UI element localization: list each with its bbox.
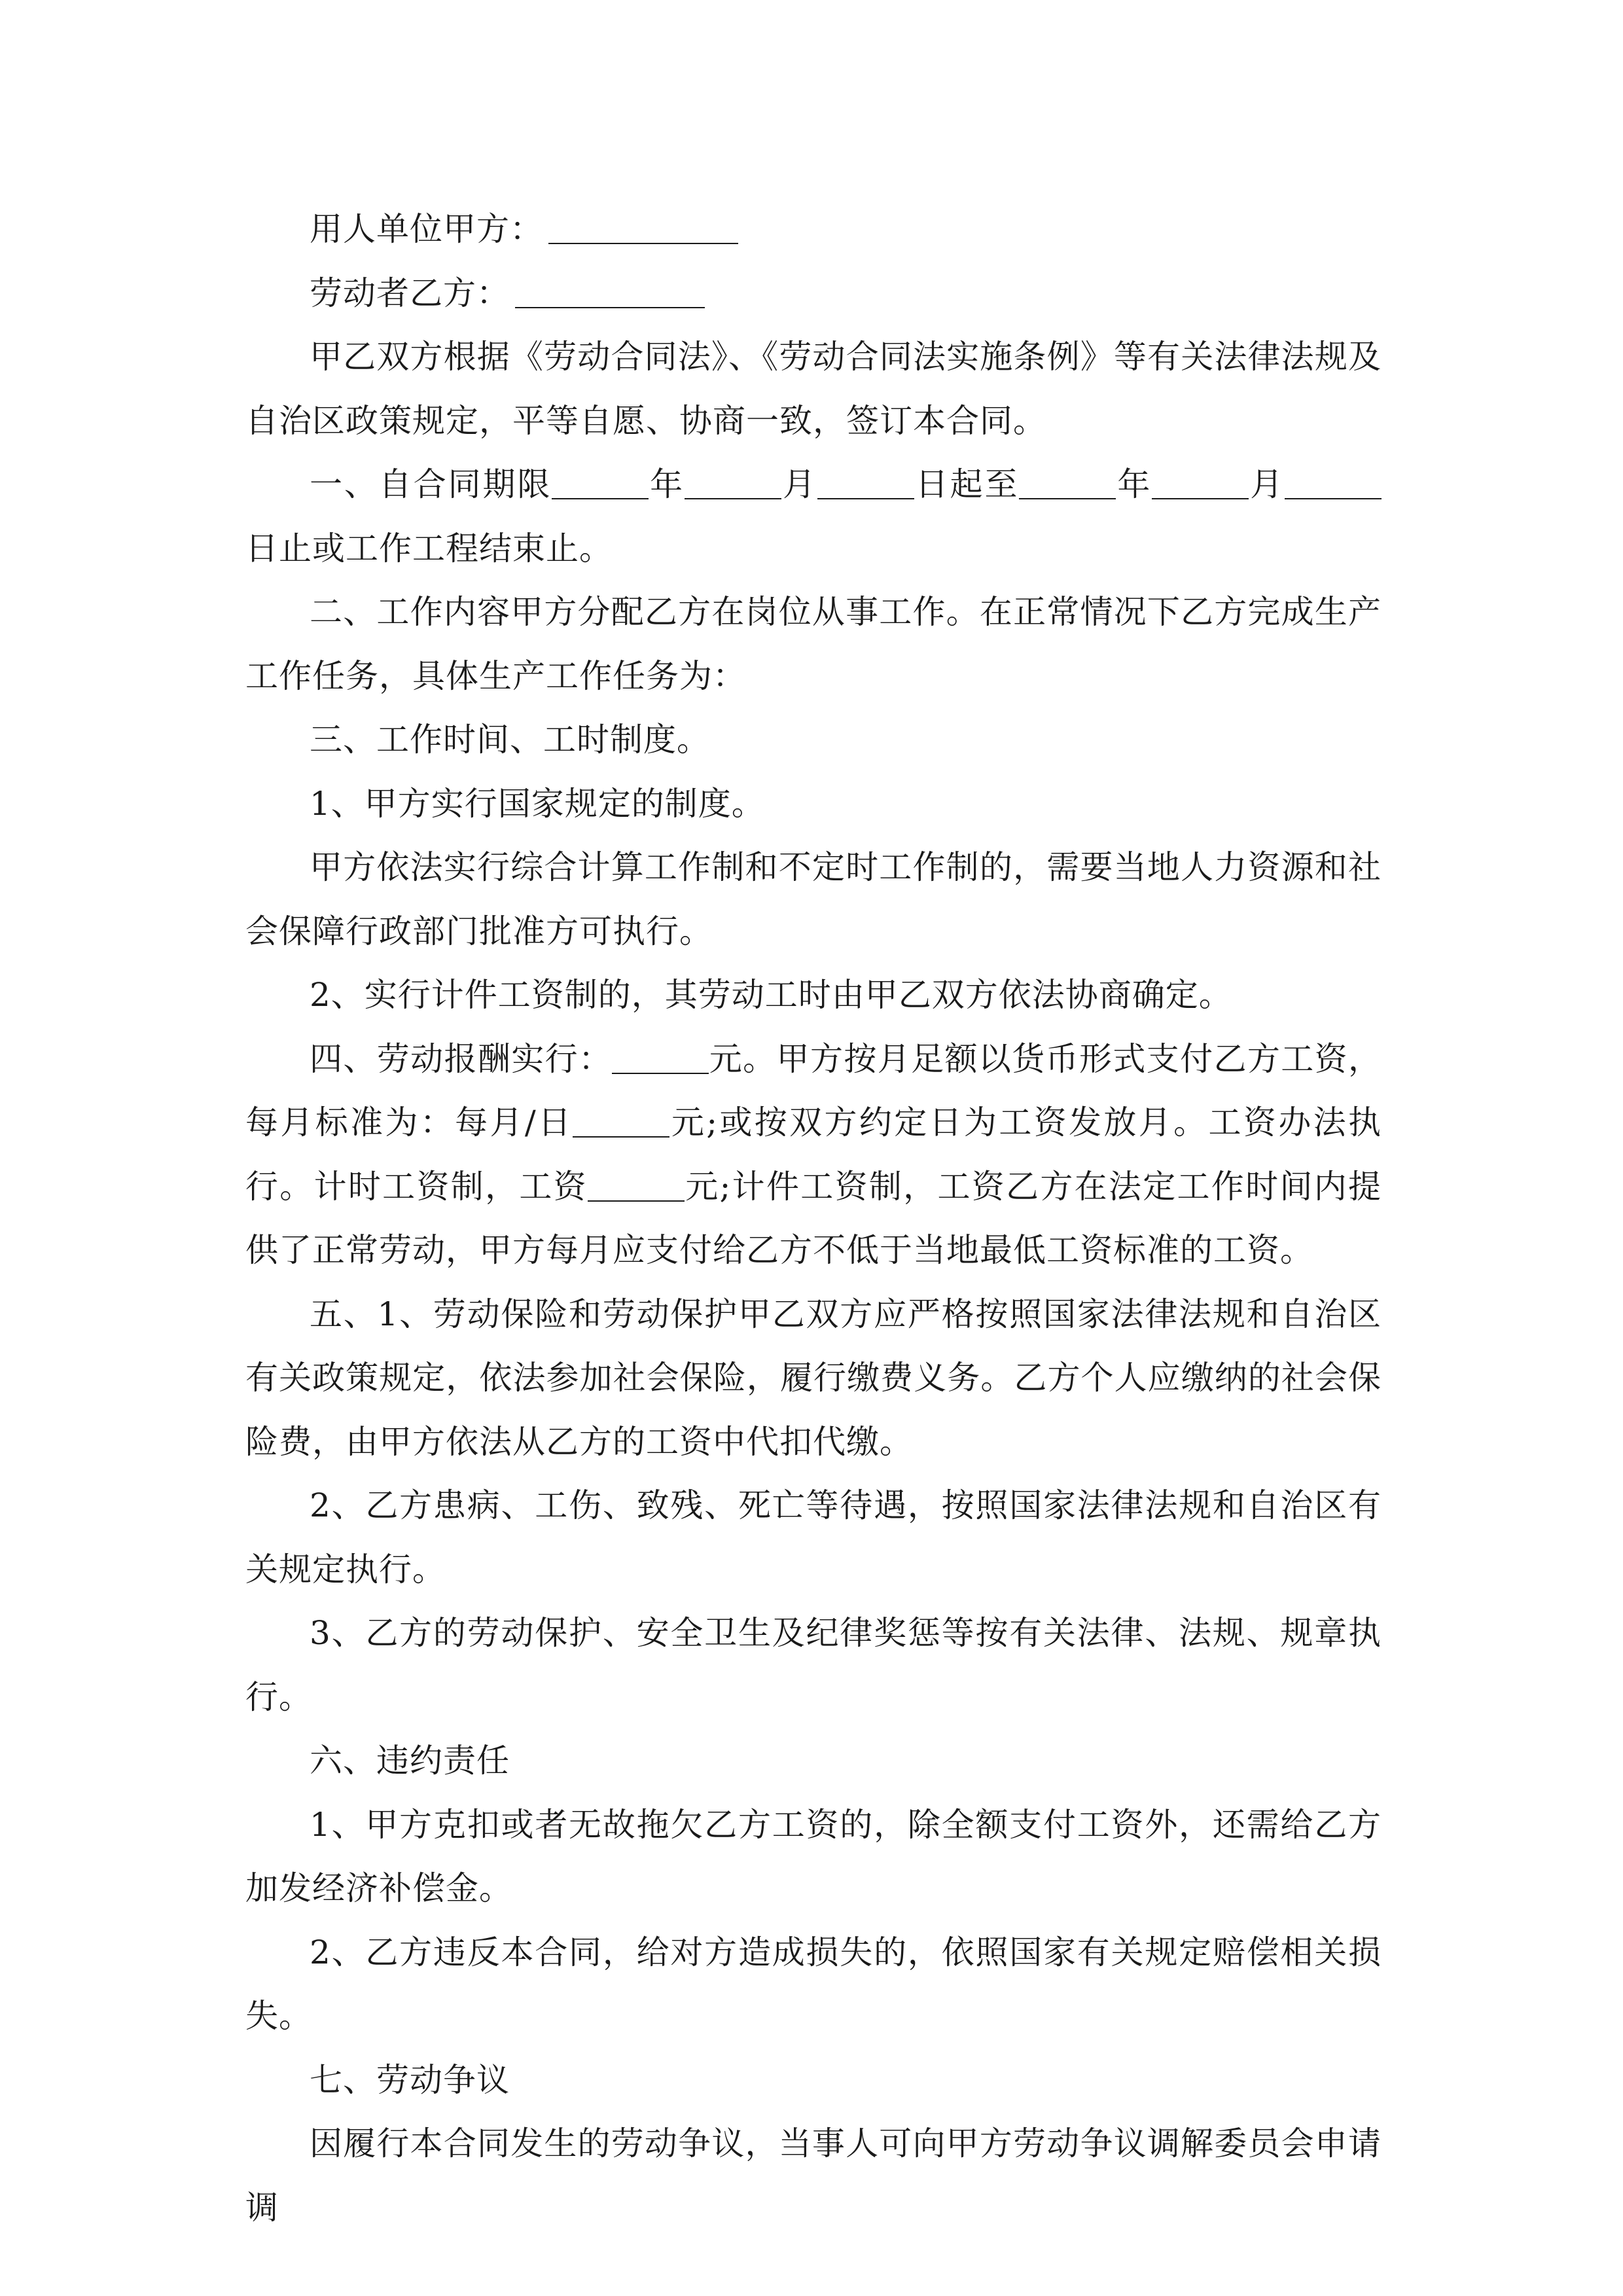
term-text-2: 年 [649,465,685,503]
pay-text-3: 元;或按双方约定日为工资发放月。工资办法执行。计时工资制，工资 [245,1103,1382,1206]
term-start-day-blank[interactable] [817,465,914,499]
work-time-note: 甲方依法实行综合计算工作制和不定时工作制的，需要当地人力资源和社会保障行政部门批准方可执行。 [245,848,1382,950]
work-time-item-2: 2、实行计件工资制的，其劳动工时由甲乙双方依法协商确定。 [310,976,1232,1014]
party-a-label: 用人单位甲方： [310,210,543,248]
work-time-item-1: 1、甲方实行国家规定的制度。 [310,784,765,823]
party-a-line [245,198,1382,262]
work-time-heading: 三、工作时间、工时制度。 [310,721,710,759]
term-start-month-blank[interactable] [685,465,781,499]
insurance-item-2: 2、乙方患病、工伤、致残、死亡等待遇，按照国家法律法规和自治区有关规定执行。 [245,1486,1382,1588]
term-text-3: 月 [781,465,817,503]
term-text-5: 年 [1116,465,1152,503]
pay-text-4: 元;计件工资制，工资乙方在法定工作时间内提供了正常劳动，甲方每月应支付给乙方不低于当地最低工资标准的工资。 [245,1167,1382,1269]
work-content-paragraph: 二、工作内容甲方分配乙方在岗位从事工作。在正常情况下乙方完成生产工作任务，具体生产工作任务为： [245,593,1382,695]
liability-item-1: 1、甲方克扣或者无故拖欠乙方工资的，除全额支付工资外，还需给乙方加发经济补偿金。 [245,1805,1382,1907]
term-end-year-blank[interactable] [1019,465,1116,499]
term-text-6: 月 [1249,465,1285,503]
term-start-year-blank[interactable] [552,465,649,499]
remuneration-paragraph [245,1028,1382,1283]
contract-term-paragraph [245,453,1382,581]
term-text-7: 日止或工作工程结束止。 [245,529,613,567]
insurance-paragraph: 五、1、劳动保险和劳动保护甲乙双方应严格按照国家法律法规和自治区有关政策规定，依法参加社会保险，履行缴费义务。乙方个人应缴纳的社会保险费，由甲方依法从乙方的工资中代扣代缴。 [245,1295,1382,1461]
pay-hourly-blank[interactable] [588,1168,685,1202]
party-b-blank[interactable] [515,274,705,308]
term-text-1: 一、自合同期限 [310,465,552,503]
party-b-label: 劳动者乙方： [310,274,510,312]
pay-amount-blank[interactable] [612,1040,709,1074]
pay-text-2: 元。甲方按月足额以货币形式支付乙方工资，每月标准为：每月/日 [245,1039,1382,1141]
term-end-month-blank[interactable] [1152,465,1249,499]
liability-item-2: 2、乙方违反本合同，给对方造成损失的，依照国家有关规定赔偿相关损失。 [245,1933,1382,2035]
dispute-heading: 七、劳动争议 [310,2060,510,2099]
insurance-item-3: 3、乙方的劳动保护、安全卫生及纪律奖惩等按有关法律、法规、规章执行。 [245,1614,1382,1716]
term-text-4: 日起至 [914,465,1020,503]
dispute-paragraph: 因履行本合同发生的劳动争议，当事人可向甲方劳动争议调解委员会申请调 [245,2125,1382,2227]
party-b-line [245,262,1382,326]
party-a-blank[interactable] [548,210,738,244]
pay-standard-blank[interactable] [573,1103,669,1138]
liability-heading: 六、违约责任 [310,1742,510,1780]
pay-text-1: 四、劳动报酬实行： [310,1039,613,1078]
preamble-paragraph: 甲乙双方根据《劳动合同法》、《劳动合同法实施条例》等有关法律法规及自治区政策规定，平等自愿、协商一致，签订本合同。 [245,338,1382,440]
term-end-day-blank[interactable] [1285,465,1382,499]
contract-body [245,198,1382,2240]
